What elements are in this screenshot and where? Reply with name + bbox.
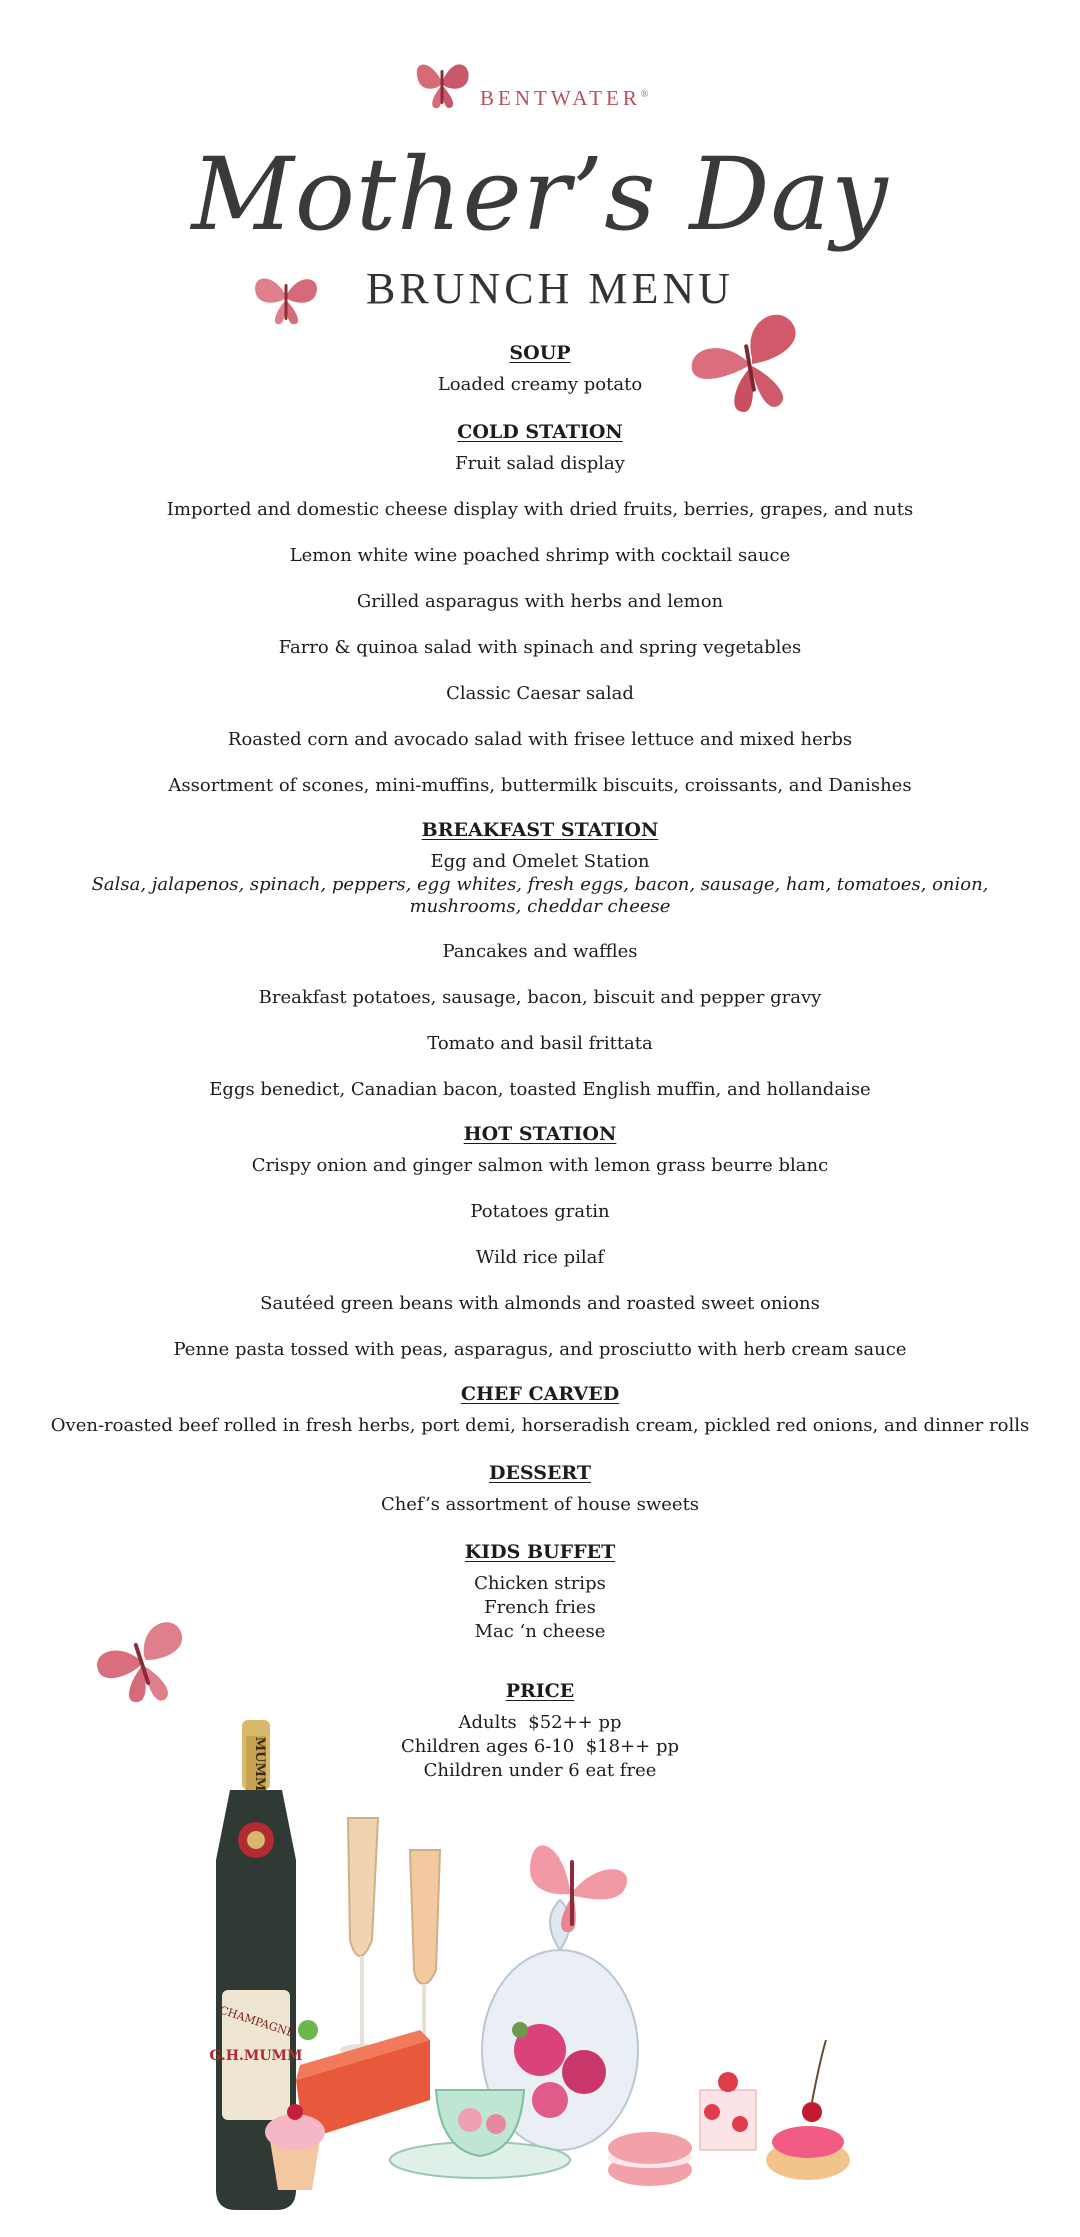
menu-item: Grilled asparagus with herbs and lemon	[356, 591, 724, 612]
cherry-tart-icon	[766, 2040, 850, 2180]
menu-item: Imported and domestic cheese display with dried fruits, berries, grapes, and nuts	[166, 499, 914, 520]
menu-item: Wild rice pilaf	[475, 1247, 605, 1268]
menu-item: French fries	[484, 1597, 596, 1618]
page-subtitle: BRUNCH MENU	[366, 264, 734, 313]
menu-item: Pancakes and waffles	[442, 941, 638, 962]
logo-butterfly-icon	[410, 52, 474, 114]
menu-item-detail: mushrooms, cheddar cheese	[409, 896, 671, 917]
strawberry-cake-icon	[700, 2072, 756, 2150]
menu-item: Eggs benedict, Canadian bacon, toasted English muffin, and hollandaise	[209, 1079, 871, 1100]
section-heading-soup: SOUP	[509, 342, 571, 364]
menu-item: Assortment of scones, mini-muffins, buttermilk biscuits, croissants, and Danishes	[168, 775, 912, 796]
price-line: Children ages 6-10 $18++ pp	[400, 1736, 679, 1757]
menu-item: Crispy onion and ginger salmon with lemon grass beurre blanc	[251, 1155, 829, 1176]
section-heading-kids-buffet: KIDS BUFFET	[464, 1541, 616, 1563]
butterfly-icon	[248, 268, 324, 330]
menu-item: Roasted corn and avocado salad with frisee lettuce and mixed herbs	[227, 729, 853, 750]
menu-item: Penne pasta tossed with peas, asparagus, and prosciutto with herb cream sauce	[173, 1339, 907, 1360]
section-heading-dessert: DESSERT	[488, 1462, 592, 1484]
page-title: Mother’s Day	[191, 136, 889, 253]
section-heading-breakfast-station: BREAKFAST STATION	[421, 819, 659, 841]
section-heading-price: PRICE	[505, 1680, 575, 1702]
menu-item: Mac ‘n cheese	[474, 1621, 606, 1642]
menu-item-detail: Salsa, jalapenos, spinach, peppers, egg whites, fresh eggs, bacon, sausage, ham, tomatoes, onion,	[91, 874, 989, 895]
champagne-flute-icon	[340, 1818, 384, 2056]
menu-item: Oven-roasted beef rolled in fresh herbs, port demi, horseradish cream, pickled red onions, and dinner rolls	[50, 1415, 1030, 1436]
menu-item: Classic Caesar salad	[446, 683, 634, 704]
price-line: Adults $52++ pp	[458, 1712, 622, 1733]
menu-item: Chicken strips	[474, 1573, 606, 1594]
macaron-icon	[608, 2132, 692, 2186]
menu-item: Lemon white wine poached shrimp with cocktail sauce	[289, 545, 791, 566]
menu-item: Breakfast potatoes, sausage, bacon, biscuit and pepper gravy	[258, 987, 822, 1008]
menu-body	[0, 340, 1080, 1783]
menu-item: Farro & quinoa salad with spinach and spring vegetables	[278, 637, 802, 658]
menu-item: Sautéed green beans with almonds and roasted sweet onions	[260, 1293, 820, 1314]
svg-text:CHAMPAGNE: CHAMPAGNE	[217, 2003, 297, 2040]
bentwater-logo	[410, 52, 670, 122]
svg-text:MUMM: MUMM	[252, 1736, 267, 1792]
menu-item: Potatoes gratin	[470, 1201, 610, 1222]
menu-item: Egg and Omelet Station	[430, 851, 650, 872]
menu-item: Loaded creamy potato	[437, 374, 643, 395]
brand-name: BENTWATER®	[480, 86, 653, 110]
menu-item: Chef’s assortment of house sweets	[380, 1494, 700, 1515]
section-heading-cold-station: COLD STATION	[457, 421, 623, 443]
price-line: Children under 6 eat free	[423, 1760, 657, 1781]
section-heading-hot-station: HOT STATION	[463, 1123, 617, 1145]
svg-text:G.H.MUMM: G.H.MUMM	[209, 2048, 303, 2064]
brunch-illustration	[200, 1720, 860, 2230]
butterfly-icon	[530, 1845, 627, 1932]
menu-item: Fruit salad display	[455, 453, 625, 474]
menu-item: Tomato and basil frittata	[427, 1033, 653, 1054]
section-heading-chef-carved: CHEF CARVED	[460, 1383, 620, 1405]
